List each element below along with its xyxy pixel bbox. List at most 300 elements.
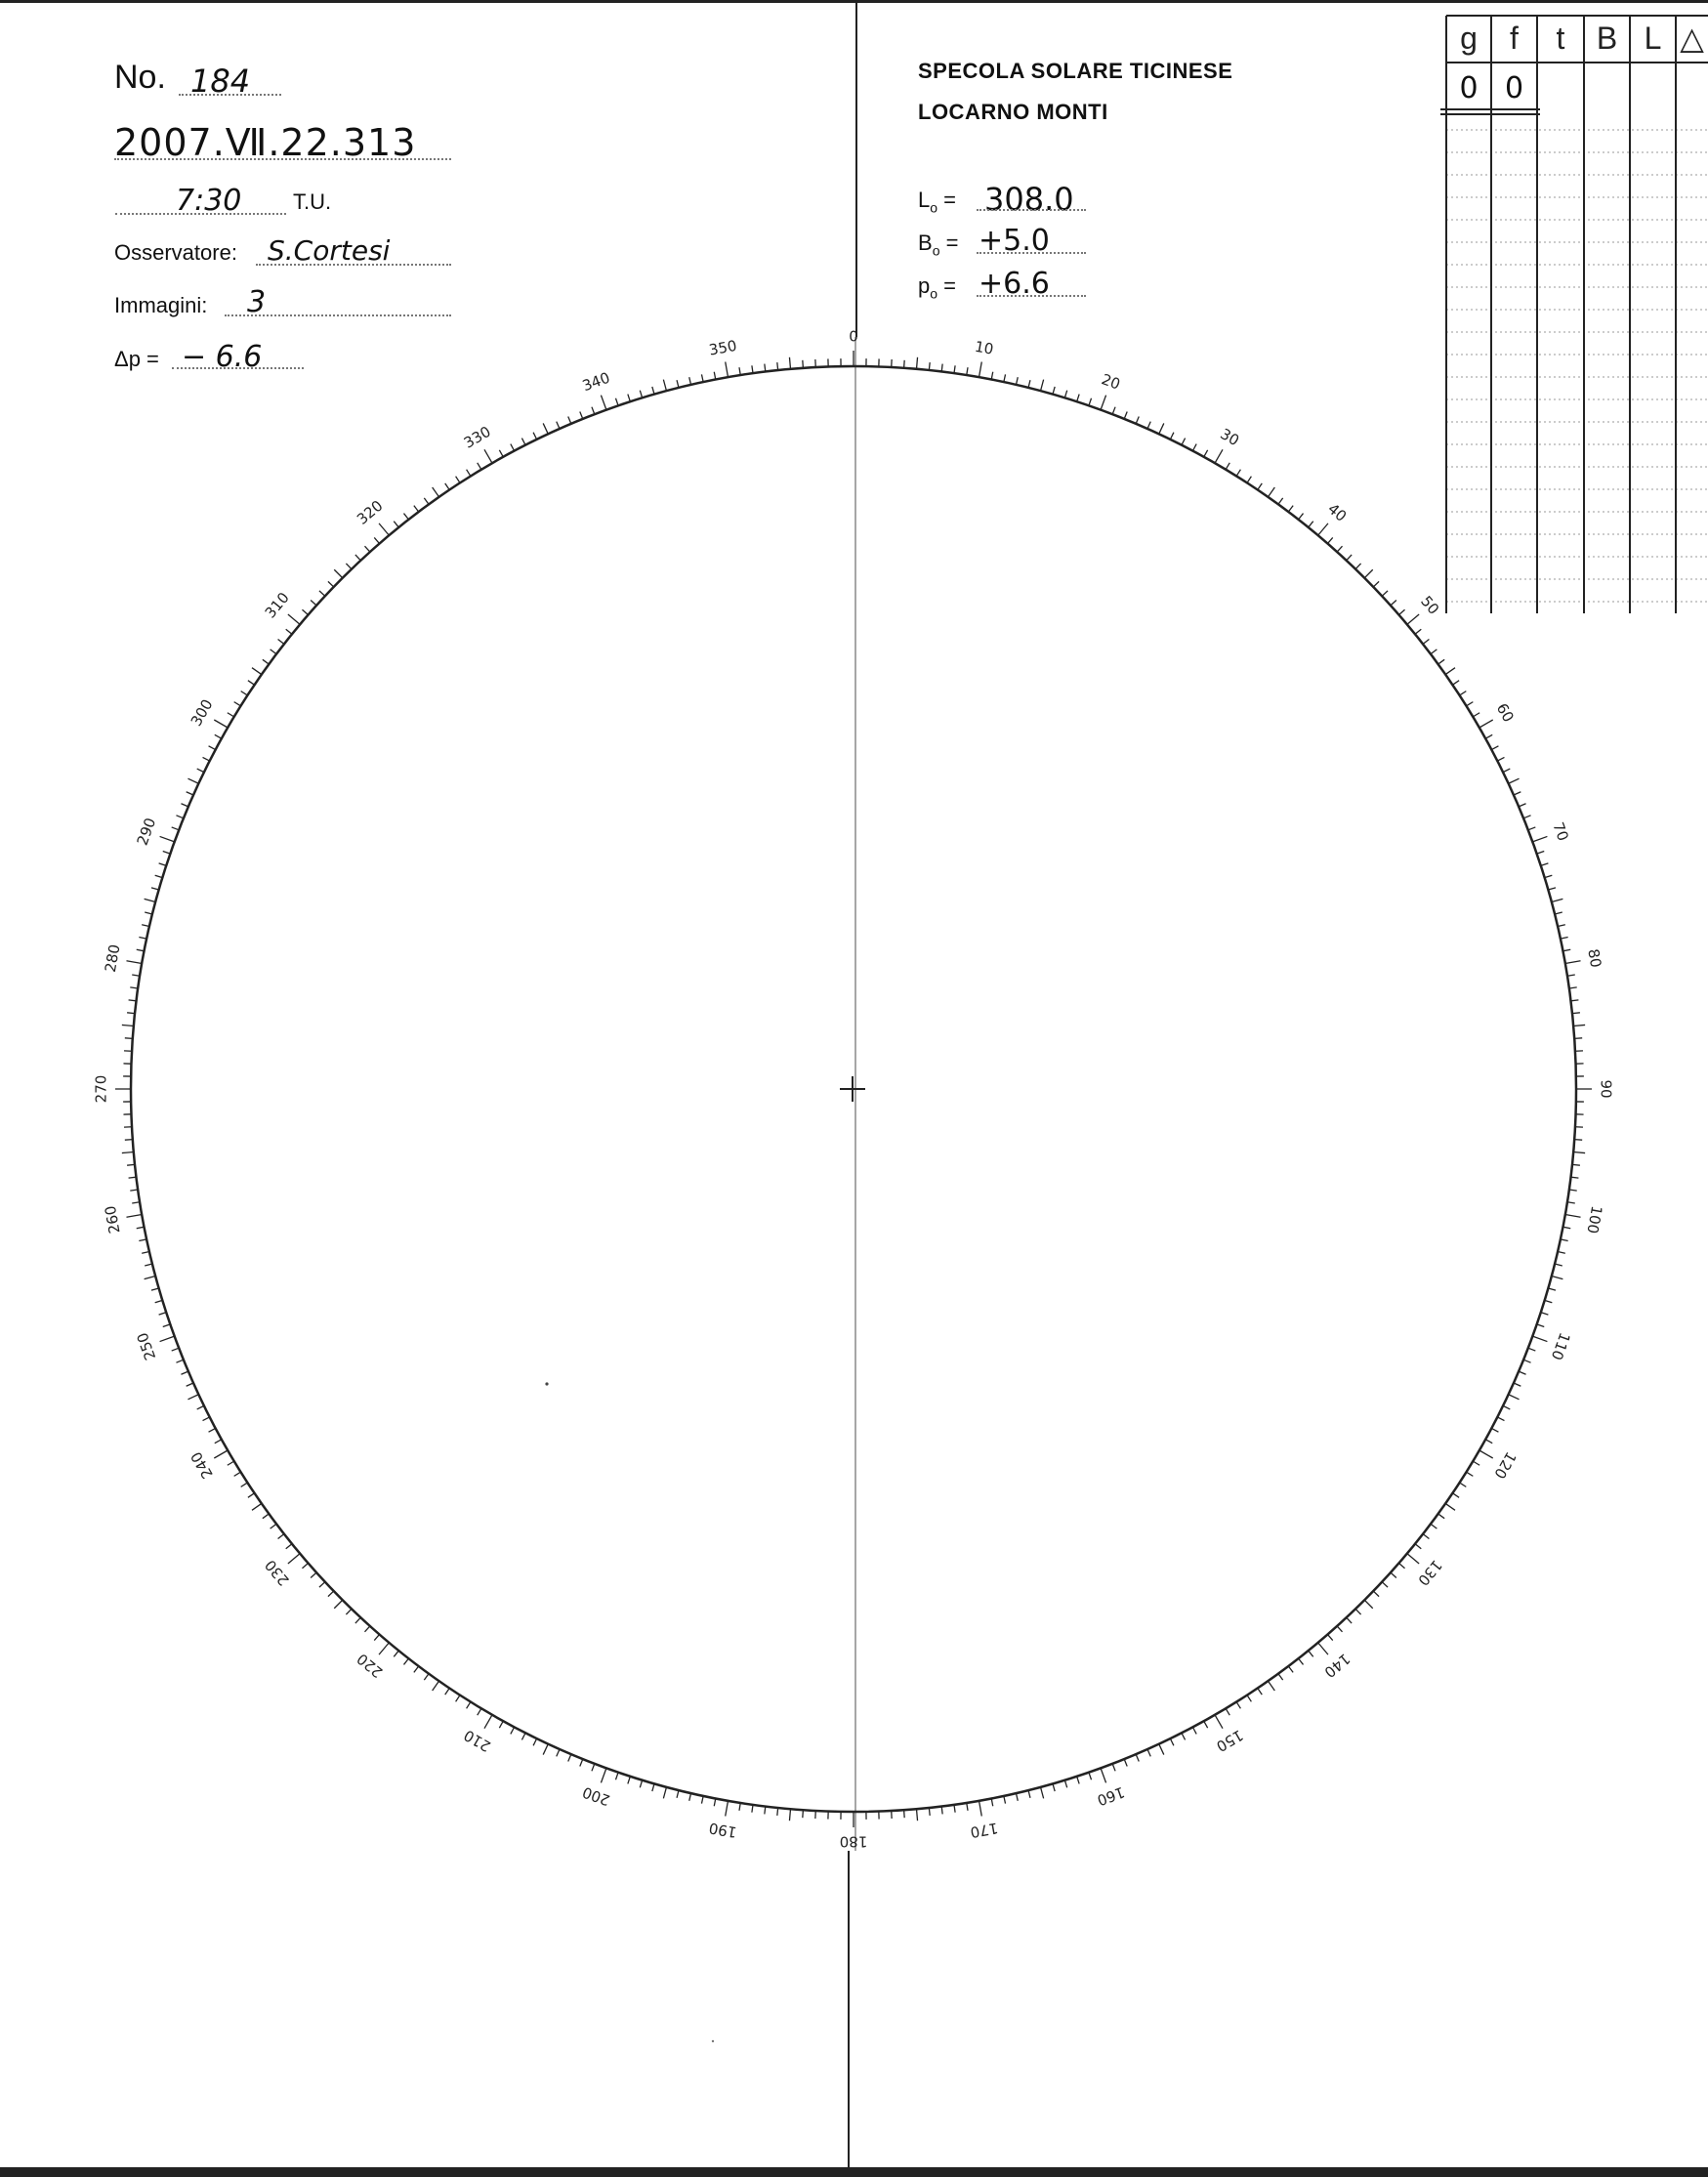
degree-tick <box>355 555 360 561</box>
degree-tick <box>1491 746 1498 750</box>
degree-tick <box>1509 778 1520 783</box>
degree-tick <box>129 1000 137 1001</box>
table-header-t: t <box>1556 20 1565 56</box>
degree-tick <box>1541 863 1549 865</box>
degree-tick <box>1391 600 1396 605</box>
degree-tick <box>701 374 703 382</box>
degree-tick <box>1327 1634 1332 1640</box>
degree-tick <box>1473 1461 1479 1465</box>
degree-tick <box>1479 1450 1493 1458</box>
degree-tick <box>263 659 269 664</box>
table-header-f: f <box>1510 20 1519 56</box>
degree-tick <box>248 681 255 685</box>
degree-tick <box>252 668 262 675</box>
degree-tick <box>151 888 159 890</box>
degree-tick <box>543 1744 548 1755</box>
degree-tick <box>160 1336 175 1341</box>
degree-tick <box>803 1810 804 1818</box>
degree-tick <box>241 1483 248 1486</box>
degree-label-330: 330 <box>460 422 494 452</box>
degree-tick <box>132 1202 140 1203</box>
degree-label-70: 70 <box>1549 819 1572 844</box>
degree-tick <box>1514 1383 1521 1386</box>
degree-tick <box>311 1572 316 1577</box>
degree-tick <box>328 1591 334 1597</box>
degree-tick <box>765 1806 766 1814</box>
degree-tick <box>511 444 515 451</box>
degree-tick <box>1567 1202 1575 1203</box>
degree-tick <box>1561 937 1568 939</box>
degree-tick <box>433 487 439 497</box>
degree-tick <box>1064 1780 1066 1788</box>
degree-tick <box>145 912 152 914</box>
degree-tick <box>533 433 537 440</box>
degree-label-200: 200 <box>579 1782 613 1810</box>
degree-tick <box>484 1715 492 1729</box>
degree-tick <box>1452 1493 1459 1497</box>
degree-tick <box>941 364 942 372</box>
number-label: No. <box>114 59 166 96</box>
degree-tick <box>1460 691 1467 695</box>
degree-tick <box>1192 444 1196 451</box>
degree-tick <box>904 360 905 368</box>
degree-tick <box>1028 380 1030 388</box>
p0-value: +6.6 <box>979 267 1050 301</box>
l0-label: $L_o$ = <box>918 188 957 216</box>
degree-tick <box>1555 1264 1562 1266</box>
degree-label-180: 180 <box>839 1832 868 1851</box>
degree-tick <box>1268 1681 1274 1691</box>
degree-tick <box>319 591 325 596</box>
degree-label-0: 0 <box>849 327 858 346</box>
degree-tick <box>1572 1164 1580 1165</box>
degree-tick <box>1398 609 1404 614</box>
degree-tick <box>1491 1428 1498 1432</box>
degree-tick <box>1077 395 1079 402</box>
degree-tick <box>159 863 167 865</box>
degree-tick <box>1373 581 1379 587</box>
degree-tick <box>203 757 210 761</box>
degree-tick <box>137 1227 145 1229</box>
degree-tick <box>163 1324 171 1327</box>
degree-tick <box>967 367 968 375</box>
degree-tick <box>1562 949 1570 951</box>
degree-label-320: 320 <box>353 496 387 528</box>
degree-tick <box>1497 757 1504 761</box>
degree-tick <box>155 1300 163 1302</box>
degree-tick <box>187 792 193 795</box>
degree-tick <box>122 1151 134 1152</box>
degree-label-280: 280 <box>101 942 124 974</box>
degree-label-100: 100 <box>1583 1204 1606 1235</box>
degree-tick <box>241 691 248 695</box>
degree-tick <box>1258 483 1262 490</box>
degree-tick <box>726 1801 729 1817</box>
degree-label-90: 90 <box>1597 1079 1615 1099</box>
degree-tick <box>187 778 198 783</box>
images-label: Immagini: <box>114 293 208 317</box>
degree-tick <box>311 600 316 605</box>
degree-tick <box>1337 546 1342 552</box>
degree-tick <box>1089 398 1092 406</box>
degree-label-40: 40 <box>1324 499 1351 525</box>
degree-tick <box>929 1808 930 1816</box>
degree-label-250: 250 <box>133 1329 160 1363</box>
degree-tick <box>663 380 666 392</box>
degree-tick <box>1236 1702 1240 1709</box>
degree-tick <box>521 439 525 445</box>
degree-tick <box>557 422 560 429</box>
degree-tick <box>1431 1524 1437 1528</box>
degree-tick <box>1364 569 1372 577</box>
degree-tick <box>1391 1572 1396 1577</box>
date-value: 2007.Ⅶ.22.313 <box>114 121 417 164</box>
degree-tick <box>1124 1759 1127 1766</box>
degree-tick <box>1309 1651 1313 1656</box>
degree-tick <box>1204 1721 1208 1728</box>
degree-tick <box>456 1696 460 1702</box>
degree-tick <box>445 483 449 490</box>
table-header-delta: △ <box>1680 21 1704 56</box>
degree-label-190: 190 <box>707 1819 738 1842</box>
degree-tick <box>543 423 548 434</box>
degree-tick <box>1503 1405 1510 1409</box>
degree-label-150: 150 <box>1213 1726 1247 1756</box>
degree-tick <box>979 361 981 377</box>
degree-tick <box>789 1809 790 1821</box>
degree-tick <box>1555 912 1562 914</box>
degree-label-340: 340 <box>579 368 613 396</box>
degree-tick <box>130 987 138 988</box>
degree-tick <box>967 1803 968 1811</box>
degree-tick <box>1258 1688 1262 1695</box>
degree-tick <box>129 1177 137 1178</box>
institution-location: LOCARNO MONTI <box>918 100 1108 124</box>
degree-tick <box>1347 1617 1352 1623</box>
degree-tick <box>1004 1796 1006 1804</box>
degree-tick <box>126 961 142 964</box>
degree-tick <box>433 1681 439 1691</box>
degree-tick <box>652 387 654 395</box>
degree-label-50: 50 <box>1417 592 1443 618</box>
degree-tick <box>1299 1658 1304 1664</box>
degree-tick <box>1467 702 1474 706</box>
degree-tick <box>568 1754 571 1761</box>
degree-tick <box>689 1793 691 1801</box>
degree-label-240: 240 <box>187 1448 217 1483</box>
degree-tick <box>1570 1177 1578 1178</box>
degree-tick <box>286 1544 292 1549</box>
degree-tick <box>640 1780 642 1788</box>
degree-tick <box>752 1805 753 1813</box>
delta-p-label: Δp = <box>114 347 159 371</box>
degree-tick <box>1532 1336 1547 1341</box>
degree-tick <box>1136 416 1139 423</box>
degree-tick <box>424 1674 429 1680</box>
table-cell-f-value: 0 <box>1504 70 1524 105</box>
degree-label-350: 350 <box>707 336 738 359</box>
degree-tick <box>1519 804 1525 807</box>
degree-tick <box>1572 1013 1580 1014</box>
degree-tick <box>163 851 171 854</box>
degree-tick <box>904 1810 905 1818</box>
number-value: 184 <box>190 63 251 100</box>
degree-tick <box>1423 1534 1429 1539</box>
degree-tick <box>1541 1313 1549 1315</box>
degree-tick <box>1112 407 1115 414</box>
degree-tick <box>739 367 740 375</box>
degree-tick <box>214 720 228 728</box>
degree-tick <box>1382 1582 1388 1587</box>
degree-tick <box>511 1727 515 1734</box>
degree-tick <box>271 649 276 654</box>
degree-tick <box>677 1790 679 1798</box>
degree-tick <box>1147 422 1150 429</box>
degree-label-20: 20 <box>1099 370 1123 394</box>
degree-tick <box>1136 1754 1139 1761</box>
degree-label-220: 220 <box>353 1650 387 1682</box>
degree-tick <box>145 1277 156 1279</box>
degree-tick <box>615 398 618 406</box>
degree-tick <box>916 357 917 369</box>
degree-tick <box>615 1773 618 1780</box>
degree-label-130: 130 <box>1414 1556 1446 1590</box>
degree-tick <box>941 1806 942 1814</box>
degree-tick <box>424 498 429 504</box>
degree-tick <box>1548 888 1556 890</box>
degree-tick <box>1327 537 1332 543</box>
degree-tick <box>181 1371 187 1374</box>
degree-tick <box>1537 851 1545 854</box>
degree-tick <box>1159 423 1164 434</box>
degree-tick <box>1101 1768 1105 1782</box>
degree-tick <box>1467 1472 1474 1476</box>
degree-tick <box>1182 1733 1186 1739</box>
degree-tick <box>172 1348 179 1351</box>
degree-tick <box>127 1013 135 1014</box>
degree-tick <box>176 816 183 818</box>
degree-tick <box>752 365 753 373</box>
degree-tick <box>1124 411 1127 418</box>
degree-label-80: 80 <box>1584 947 1605 970</box>
degree-tick <box>456 477 460 483</box>
degree-tick <box>499 450 503 457</box>
degree-label-260: 260 <box>101 1204 124 1235</box>
degree-tick <box>991 372 993 380</box>
degree-tick <box>803 360 804 368</box>
degree-tick <box>1452 681 1459 685</box>
degree-tick <box>1236 470 1240 477</box>
degree-tick <box>1523 1360 1530 1362</box>
degree-tick <box>151 1288 159 1290</box>
degree-tick <box>414 1666 419 1672</box>
degree-tick <box>1373 1591 1379 1597</box>
degree-tick <box>1479 720 1493 728</box>
degree-tick <box>533 1738 537 1745</box>
degree-tick <box>1523 816 1530 818</box>
degree-tick <box>714 372 716 380</box>
degree-tick <box>271 1524 276 1528</box>
degree-tick <box>374 537 379 543</box>
degree-tick <box>1041 380 1044 392</box>
degree-tick <box>1278 498 1283 504</box>
table-header-B: B <box>1596 20 1618 56</box>
degree-tick <box>1558 1251 1565 1253</box>
degree-tick <box>592 407 595 414</box>
degree-tick <box>355 1617 360 1623</box>
degree-tick <box>640 391 642 398</box>
degree-tick <box>1485 1440 1492 1444</box>
degree-tick <box>601 396 605 410</box>
images-value: 3 <box>247 285 267 319</box>
degree-tick <box>403 514 408 520</box>
degree-tick <box>1355 1609 1361 1614</box>
degree-tick <box>1552 899 1563 901</box>
degree-tick <box>228 1461 234 1465</box>
degree-tick <box>521 1733 525 1739</box>
degree-tick <box>1192 1727 1196 1734</box>
degree-tick <box>484 449 492 463</box>
degree-tick <box>789 357 790 369</box>
degree-tick <box>1423 639 1429 644</box>
degree-tick <box>1415 629 1421 634</box>
degree-label-60: 60 <box>1492 699 1518 726</box>
degree-tick <box>172 827 179 830</box>
degree-tick <box>467 470 471 477</box>
degree-tick <box>714 1798 716 1806</box>
degree-tick <box>334 569 342 577</box>
table-cell-g-value: 0 <box>1459 70 1479 105</box>
degree-tick <box>137 949 145 951</box>
degree-label-140: 140 <box>1320 1650 1354 1682</box>
degree-tick <box>1567 975 1575 976</box>
table-header-L: L <box>1644 20 1662 56</box>
degree-tick <box>1288 506 1293 512</box>
degree-tick <box>1519 1371 1525 1374</box>
degree-label-110: 110 <box>1547 1329 1574 1363</box>
degree-tick <box>677 380 679 388</box>
degree-tick <box>1247 477 1251 483</box>
degree-tick <box>929 362 930 370</box>
degree-tick <box>278 639 284 644</box>
degree-tick <box>1147 1749 1150 1756</box>
degree-label-290: 290 <box>133 815 160 849</box>
degree-tick <box>1537 1324 1545 1327</box>
degree-tick <box>628 1777 630 1784</box>
degree-tick <box>1562 1227 1570 1229</box>
degree-tick <box>1288 1666 1293 1672</box>
degree-tick <box>1552 1277 1563 1279</box>
degree-tick <box>1574 1038 1582 1039</box>
degree-tick <box>1565 1214 1581 1217</box>
degree-tick <box>1473 713 1479 717</box>
degree-tick <box>364 1626 369 1632</box>
degree-tick <box>1215 1715 1223 1729</box>
degree-tick <box>1509 1395 1520 1400</box>
p0-label: $p_o$ = <box>918 273 957 302</box>
degree-tick <box>954 365 955 373</box>
degree-tick <box>176 1360 183 1362</box>
degree-tick <box>209 746 216 750</box>
degree-label-270: 270 <box>92 1074 110 1104</box>
degree-tick <box>1077 1777 1079 1784</box>
degree-label-170: 170 <box>969 1819 1000 1842</box>
degree-tick <box>379 523 389 535</box>
degree-tick <box>302 609 308 614</box>
degree-tick <box>445 1688 449 1695</box>
degree-tick <box>278 1534 284 1539</box>
degree-tick <box>379 1643 389 1654</box>
degree-tick <box>122 1025 134 1026</box>
degree-tick <box>125 1140 133 1141</box>
time-value: 7:30 <box>176 184 242 218</box>
observer-label: Osservatore: <box>114 240 237 265</box>
degree-label-160: 160 <box>1094 1782 1128 1810</box>
degree-label-10: 10 <box>973 337 995 358</box>
degree-tick <box>1438 1514 1444 1519</box>
degree-tick <box>689 377 691 385</box>
degree-tick <box>263 1514 269 1519</box>
degree-tick <box>228 713 234 717</box>
degree-tick <box>209 1428 216 1432</box>
degree-tick <box>739 1803 740 1811</box>
degree-tick <box>1159 1744 1164 1755</box>
degree-tick <box>592 1764 595 1771</box>
degree-tick <box>288 614 300 624</box>
degree-tick <box>248 1493 255 1497</box>
degree-tick <box>127 1164 135 1165</box>
stray-dot <box>712 2040 714 2042</box>
degree-tick <box>1364 1600 1372 1608</box>
degree-tick <box>1460 1483 1467 1486</box>
degree-tick <box>403 1658 408 1664</box>
degree-tick <box>1573 1025 1585 1026</box>
degree-tick <box>364 546 369 552</box>
table-header-g: g <box>1460 20 1478 56</box>
degree-tick <box>234 702 241 706</box>
degree-tick <box>1318 1643 1328 1654</box>
degree-tick <box>726 361 729 377</box>
degree-tick <box>1569 1190 1577 1191</box>
degree-tick <box>1528 1348 1535 1351</box>
degree-tick <box>777 1808 778 1816</box>
degree-tick <box>568 416 571 423</box>
degree-tick <box>252 1503 262 1510</box>
degree-tick <box>414 506 419 512</box>
degree-tick <box>663 1787 666 1799</box>
degree-tick <box>1445 1503 1455 1510</box>
degree-tick <box>1532 836 1547 841</box>
degree-tick <box>288 1554 300 1564</box>
l0-value: 308.0 <box>984 181 1074 218</box>
degree-tick <box>1226 463 1229 470</box>
degree-tick <box>467 1702 471 1709</box>
stray-dot <box>545 1382 548 1385</box>
degree-tick <box>1561 1239 1568 1241</box>
degree-tick <box>1337 1626 1342 1632</box>
degree-tick <box>1347 555 1352 561</box>
b0-label: $B_o$ = <box>918 230 959 259</box>
institution-name: SPECOLA SOLARE TICINESE <box>918 59 1233 83</box>
degree-tick <box>142 1251 149 1253</box>
degree-tick <box>1247 1696 1251 1702</box>
degree-tick <box>197 769 204 773</box>
degree-tick <box>1431 649 1437 654</box>
degree-tick <box>954 1805 955 1813</box>
degree-tick <box>1318 523 1328 535</box>
degree-tick <box>1278 1674 1283 1680</box>
degree-tick <box>334 1600 342 1608</box>
